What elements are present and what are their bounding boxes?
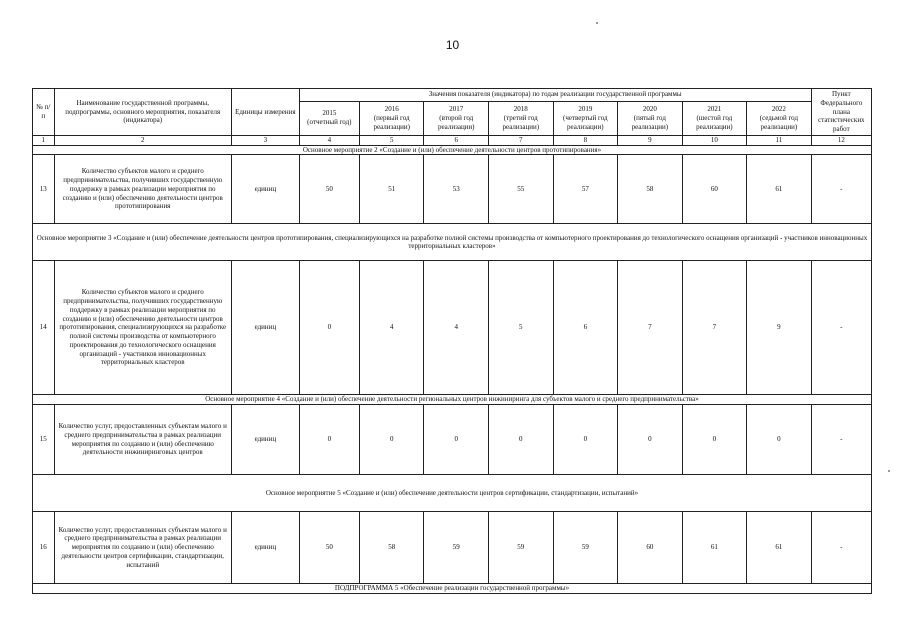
section-title: Основное мероприятие 5 «Создание и (или) обеспечение деятельности центров сертификации, стандартизации, испытаний»: [33, 475, 872, 512]
row-value: 0: [299, 405, 359, 475]
row-value: 59: [489, 512, 554, 584]
row-indicator-name: Количество услуг, предоставленных субъектам малого и среднего предпринимательства в рамках реализации мероприятия по созданию и (или) обеспечению деятельности инжиниринговых центров: [54, 405, 231, 475]
column-number: 1: [33, 135, 55, 145]
section-title: Основное мероприятие 4 «Создание и (или) обеспечение деятельности региональных центров инжиниринга для субъектов малого и среднего предпринимательства»: [33, 395, 872, 405]
row-indicator-name: Количество услуг, предоставленных субъектам малого и среднего предпринимательства в рамках реализации мероприятия по созданию и (или) обеспечению деятельности центров сертификации, стандартизации, испытаний: [54, 512, 231, 584]
row-value: 0: [489, 405, 554, 475]
row-unit: единиц: [231, 261, 299, 395]
scan-speck: [888, 470, 890, 472]
row-value: 0: [359, 405, 424, 475]
table-row: [33, 512, 872, 584]
column-number: 7: [489, 135, 554, 145]
section-row: [33, 224, 872, 261]
row-value: 0: [747, 405, 812, 475]
indicator-table: [32, 88, 872, 594]
header-num: № п/п: [33, 89, 55, 136]
column-number: 9: [618, 135, 683, 145]
row-value: 5: [489, 261, 554, 395]
row-value: 0: [682, 405, 747, 475]
header-values-group: Значения показателя (индикатора) по годам реализации государственной программы: [299, 89, 811, 102]
page-number: 10: [445, 38, 460, 52]
header-year: 2022 (седьмой год реализации): [747, 101, 812, 135]
section-row: [33, 395, 872, 405]
row-value: 61: [747, 512, 812, 584]
row-value: 0: [424, 405, 489, 475]
row-num: 16: [33, 512, 55, 584]
section-row: [33, 145, 872, 155]
row-value: 51: [359, 155, 424, 224]
row-value: 61: [682, 512, 747, 584]
row-value: 7: [618, 261, 683, 395]
row-value: 50: [299, 512, 359, 584]
table-row: [33, 261, 872, 395]
column-number: 8: [553, 135, 618, 145]
row-value: 55: [489, 155, 554, 224]
row-value: 60: [618, 512, 683, 584]
row-value: 0: [553, 405, 618, 475]
row-value: 53: [424, 155, 489, 224]
row-plan: -: [811, 405, 871, 475]
column-number: 2: [54, 135, 231, 145]
header-year: 2019 (четвертый год реализации): [553, 101, 618, 135]
column-number: 12: [811, 135, 871, 145]
header-year: 2017 (второй год реализации): [424, 101, 489, 135]
column-number: 10: [682, 135, 747, 145]
column-number: 4: [299, 135, 359, 145]
header-year: 2020 (пятый год реализации): [618, 101, 683, 135]
row-unit: единиц: [231, 155, 299, 224]
row-plan: -: [811, 512, 871, 584]
column-number: 5: [359, 135, 424, 145]
footer-row: [33, 584, 872, 594]
header-year: 2015 (отчетный год): [299, 101, 359, 135]
column-number: 6: [424, 135, 489, 145]
row-num: 13: [33, 155, 55, 224]
row-num: 14: [33, 261, 55, 395]
header-name: Наименование государственной программы, подпрограммы, основного мероприятия, показателя (индикатора): [54, 89, 231, 136]
row-plan: -: [811, 261, 871, 395]
row-plan: -: [811, 155, 871, 224]
row-value: 57: [553, 155, 618, 224]
row-value: 59: [424, 512, 489, 584]
row-num: 15: [33, 405, 55, 475]
row-value: 6: [553, 261, 618, 395]
row-unit: единиц: [231, 405, 299, 475]
table-row: [33, 405, 872, 475]
row-value: 0: [618, 405, 683, 475]
header-year: 2021 (шестой год реализации): [682, 101, 747, 135]
header-unit: Единицы измерения: [231, 89, 299, 136]
column-number: 11: [747, 135, 812, 145]
header-year: 2016 (первый год реализации): [359, 101, 424, 135]
column-numbers-row: [33, 135, 872, 145]
header-row-1: [33, 89, 872, 102]
row-value: 58: [359, 512, 424, 584]
subprogram-title: ПОДПРОГРАММА 5 «Обеспечение реализации государственной программы»: [33, 584, 872, 594]
section-title: Основное мероприятие 2 «Создание и (или) обеспечение деятельности центров прототипирования»: [33, 145, 872, 155]
header-plan: Пункт Федерального плана статистических работ: [811, 89, 871, 136]
scan-speck: [596, 22, 598, 24]
section-title: Основное мероприятие 3 «Создание и (или) обеспечение деятельности центров прототипирования, специализирующихся на разработке полной системы производства от компьютерного проектирования до технологического оснащения организаций - участников инновационных территориальных кластеров»: [33, 224, 872, 261]
row-value: 0: [299, 261, 359, 395]
row-value: 7: [682, 261, 747, 395]
row-unit: единиц: [231, 512, 299, 584]
table-row: [33, 155, 872, 224]
row-value: 61: [747, 155, 812, 224]
row-value: 60: [682, 155, 747, 224]
row-indicator-name: Количество субъектов малого и среднего предпринимательства, получивших государственную поддержку в рамках реализации мероприятия по созданию и (или) обеспечению деятельности центров прототипирования, специализирующихся на разработке полной системы производства от компьютерного проектирования до технологического оснащения организаций - участников инновационных территориальных кластеров: [54, 261, 231, 395]
section-row: [33, 475, 872, 512]
row-value: 50: [299, 155, 359, 224]
header-year: 2018 (третий год реализации): [489, 101, 554, 135]
row-value: 4: [424, 261, 489, 395]
row-value: 59: [553, 512, 618, 584]
row-value: 9: [747, 261, 812, 395]
row-value: 4: [359, 261, 424, 395]
row-value: 58: [618, 155, 683, 224]
row-indicator-name: Количество субъектов малого и среднего предпринимательства, получивших государственную поддержку в рамках реализации мероприятия по созданию и (или) обеспечению деятельности центров прототипирования: [54, 155, 231, 224]
column-number: 3: [231, 135, 299, 145]
